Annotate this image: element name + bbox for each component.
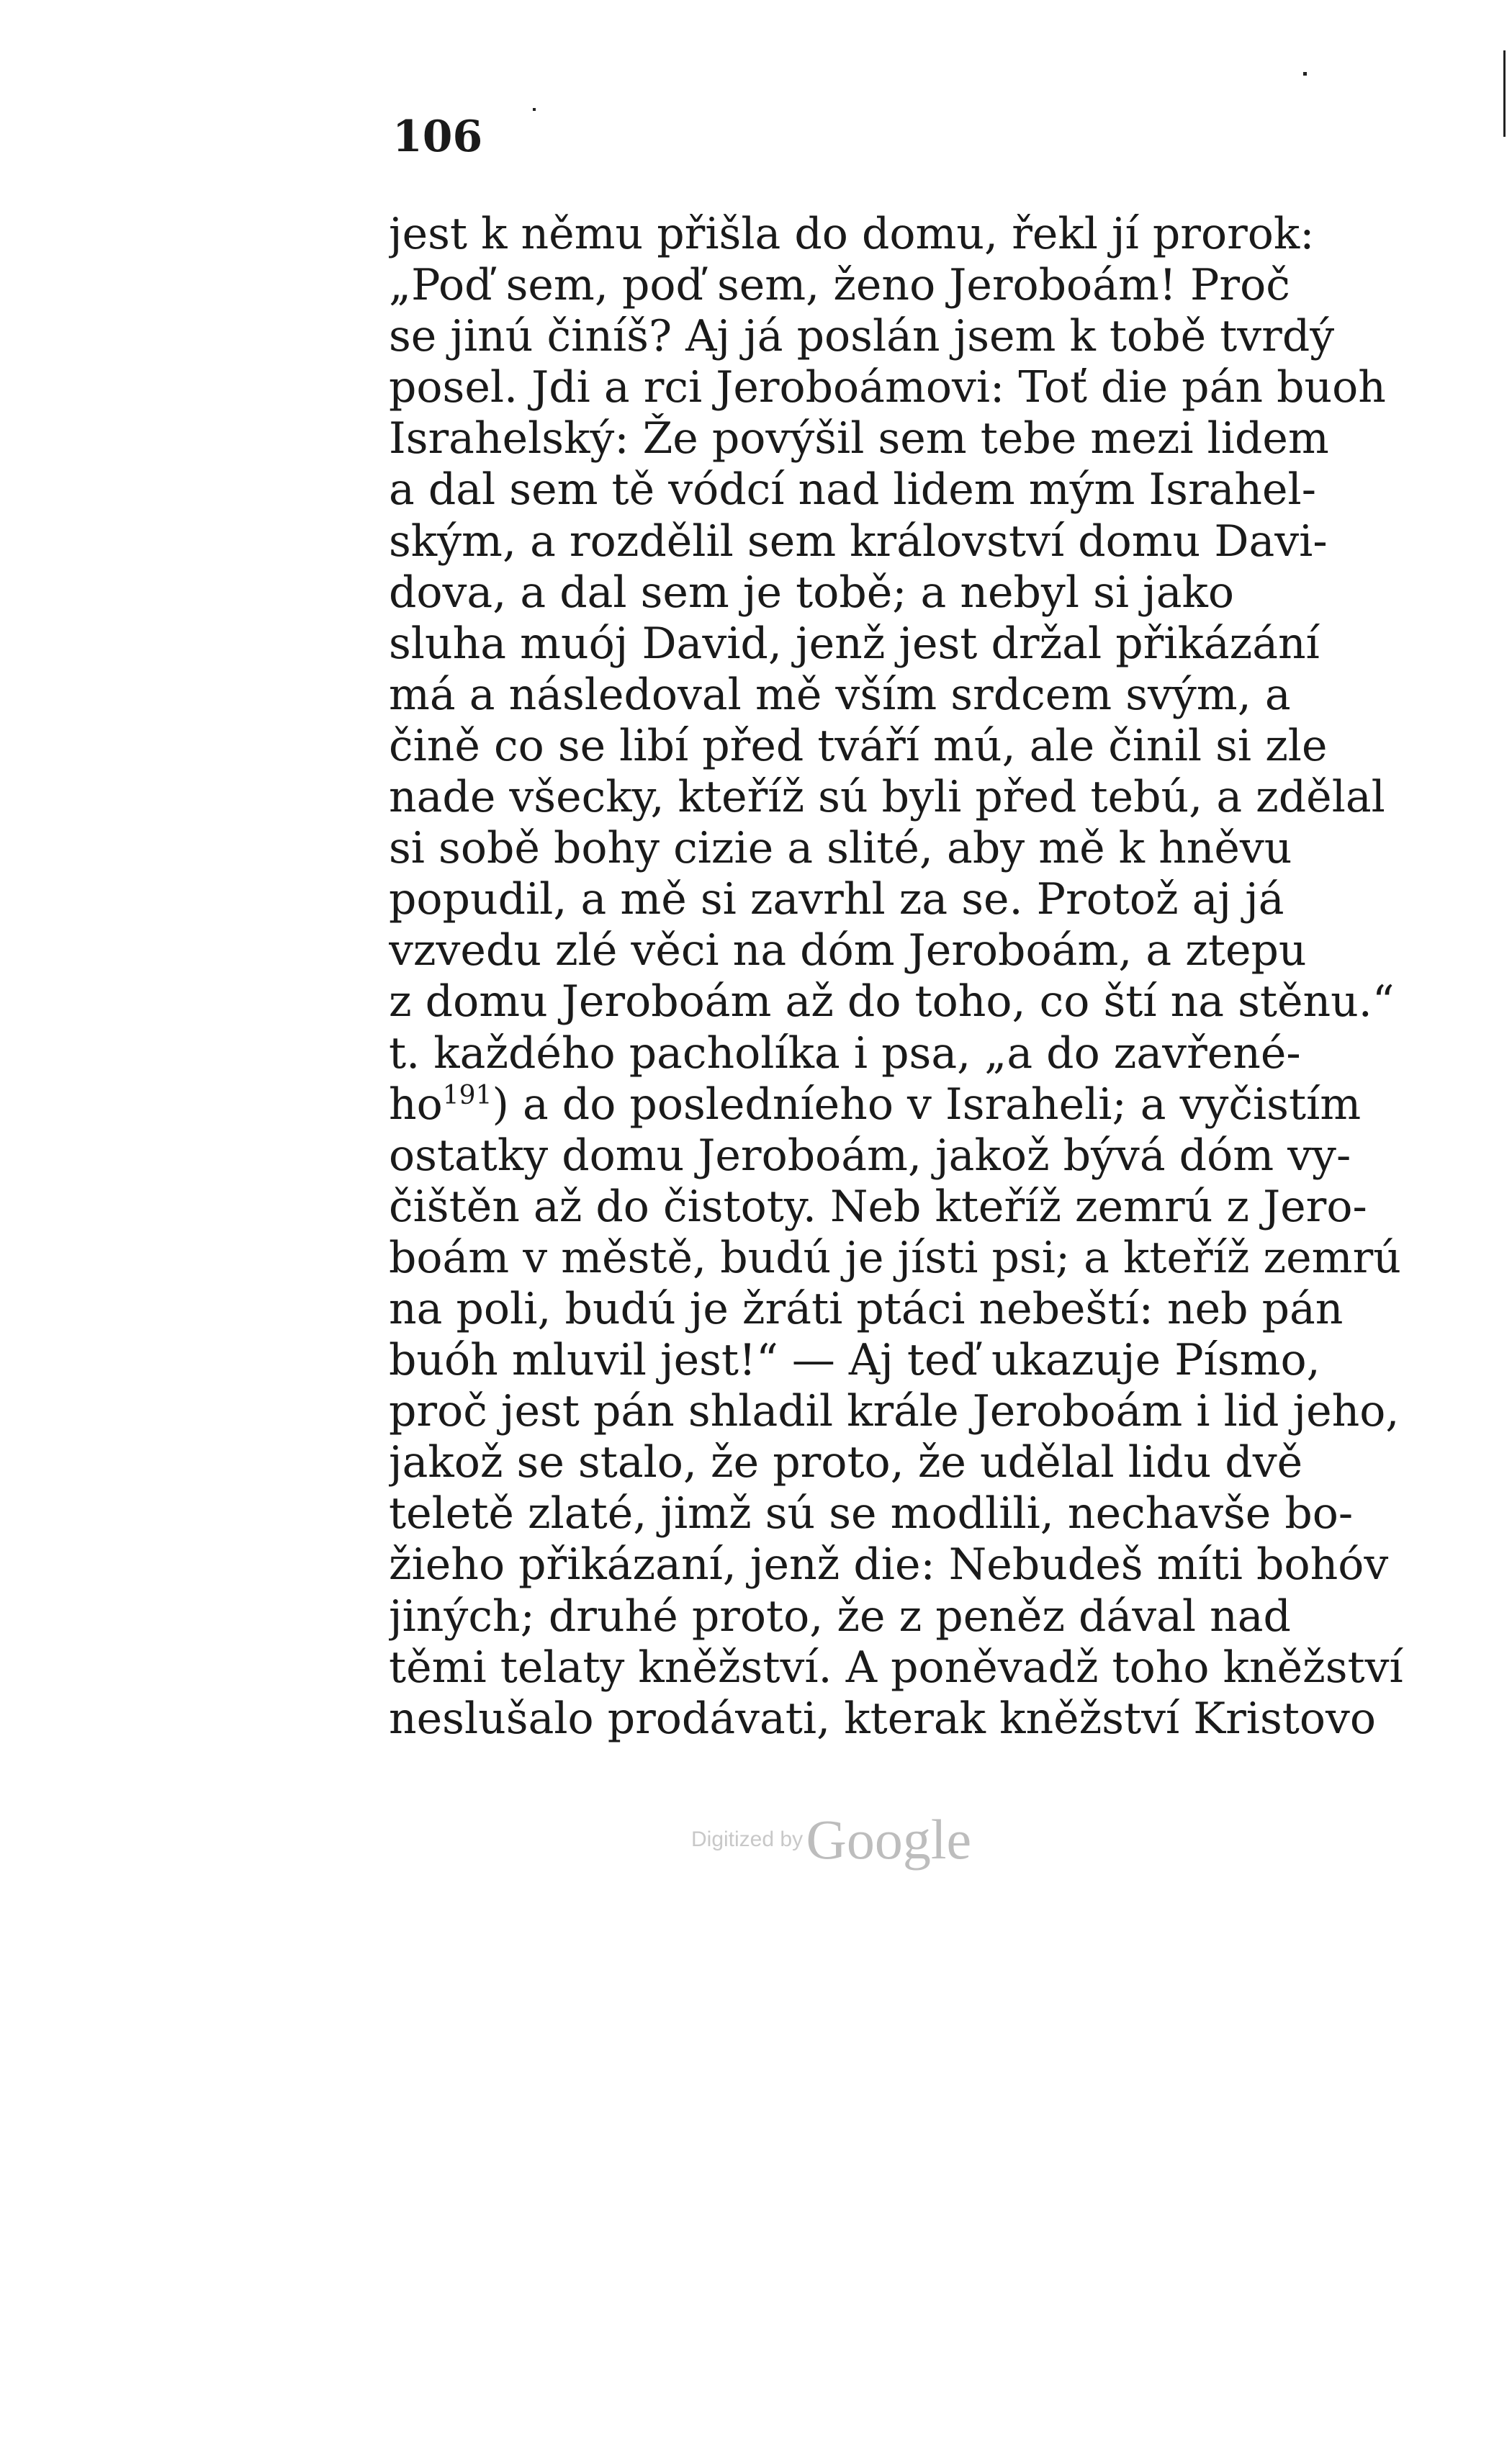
text-line: čině co se libí před tváří mú, ale činil si zle [389, 720, 1328, 771]
text-line: dova, a dal sem je tobě; a nebyl si jako [389, 567, 1234, 618]
text-line: proč jest pán shladil krále Jeroboám i lid jeho, [389, 1386, 1400, 1437]
text-line: jiných; druhé proto, že z peněz dával nad [389, 1591, 1291, 1642]
text-line: t. každého pacholíka i psa, „a do zavřené- [389, 1027, 1301, 1079]
footnote-line [389, 1079, 1512, 1130]
text-line: na poli, budú je žráti ptáci nebeští: neb pán [389, 1283, 1344, 1334]
footnote-line-start: ho [389, 1079, 443, 1130]
scan-dot [533, 108, 536, 111]
text-block [389, 209, 1512, 1745]
google-logo: Google [806, 1808, 972, 1871]
text-line: nade všecky, kteříž sú byli před tebú, a zdělal [389, 772, 1385, 823]
text-line: a dal sem tě vódcí nad lidem mým Israhel- [389, 464, 1317, 516]
text-line: buóh mluvil jest!“ — Aj teď ukazuje Písmo, [389, 1335, 1320, 1386]
text-line: „Poď sem, poď sem, ženo Jeroboám! Proč [389, 260, 1290, 311]
text-line: čištěn až do čistoty. Neb kteříž zemrú z Jero- [389, 1181, 1367, 1232]
text-line: vzvedu zlé věci na dóm Jeroboám, a ztepu [389, 925, 1307, 976]
footnote-reference[interactable]: 191 [442, 1080, 492, 1110]
text-line: těmi telaty kněžství. A poněvadž toho kněžství [389, 1642, 1403, 1693]
text-line: ským, a rozdělil sem království domu Davi- [389, 516, 1328, 567]
text-line: z domu Jeroboám až do toho, co ští na stěnu.“ [389, 976, 1395, 1027]
scan-edge-mark [1503, 50, 1506, 137]
text-line: se jinú činíš? Aj já poslán jsem k tobě tvrdý [389, 311, 1335, 362]
text-line: jest k němu přišla do domu, řekl jí prorok: [389, 209, 1315, 259]
text-line: Israhelský: Že povýšil sem tebe mezi lidem [389, 413, 1329, 464]
text-line: sluha muój David, jenž jest držal přikázání [389, 618, 1320, 669]
text-line: ostatky domu Jeroboám, jakož bývá dóm vy- [389, 1130, 1351, 1181]
text-line: má a následoval mě vším srdcem svým, a [389, 669, 1291, 720]
text-line: popudil, a mě si zavrhl za se. Protož aj já [389, 874, 1284, 925]
footnote-line-end: ) a do posledníeho v Israheli; a vyčistím [492, 1079, 1362, 1130]
page-number: 106 [392, 112, 483, 162]
text-line: neslušalo prodávati, kterak kněžství Kristovo [389, 1693, 1377, 1744]
watermark-prefix: Digitized by [691, 1827, 804, 1851]
text-line: si sobě bohy cizie a slité, aby mě k hněvu [389, 823, 1292, 874]
scan-dot [1303, 72, 1307, 76]
text-line: jakož se stalo, že proto, že udělal lidu dvě [389, 1437, 1303, 1488]
text-line: teletě zlaté, jimž sú se modlili, nechavše bo- [389, 1488, 1354, 1539]
text-line: boám v městě, budú je jísti psi; a kteříž zemrú [389, 1232, 1401, 1283]
text-line: žieho přikázaní, jenž die: Nebudeš míti bohóv [389, 1539, 1389, 1591]
digitized-watermark [691, 1807, 971, 1872]
text-line: posel. Jdi a rci Jeroboámovi: Toť die pán buoh [389, 362, 1386, 413]
